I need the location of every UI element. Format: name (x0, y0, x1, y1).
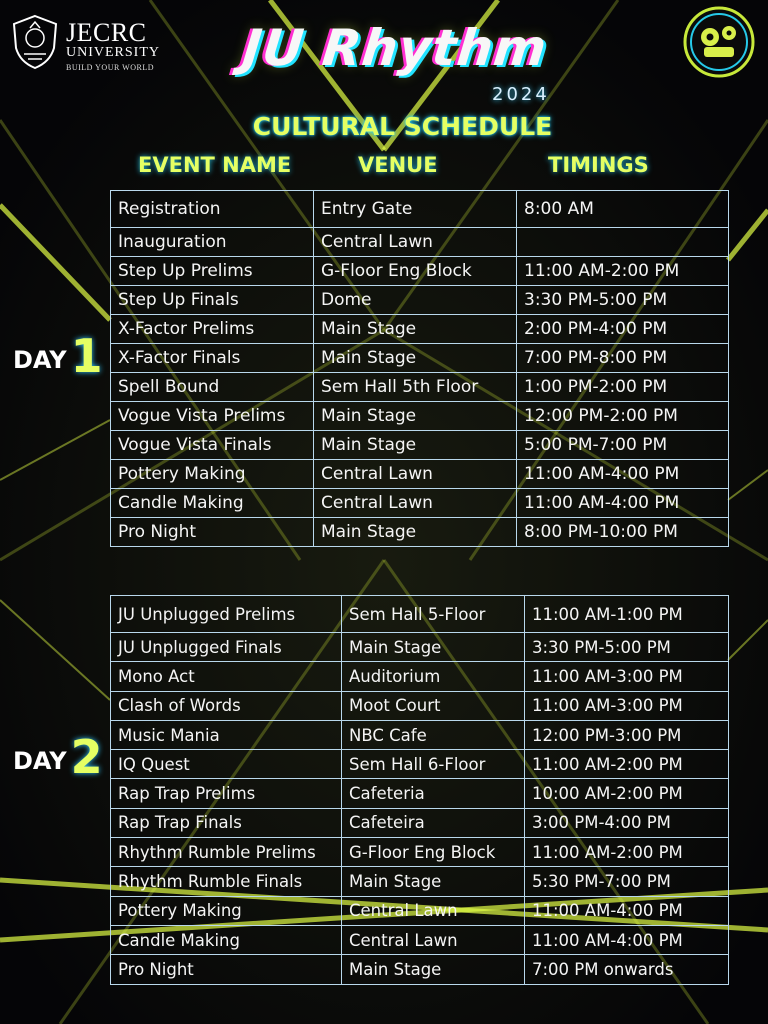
venue-cell: Sem Hall 6-Floor (342, 750, 525, 779)
day1-label (13, 329, 103, 383)
venue-cell: Main Stage (314, 518, 517, 547)
timing-cell: 12:00 PM-2:00 PM (517, 402, 729, 431)
shield-crest-icon (10, 14, 60, 70)
schedule-title: CULTURAL SCHEDULE (252, 112, 553, 141)
event-name-cell: Pro Night (111, 955, 342, 984)
venue-cell: Main Stage (314, 431, 517, 460)
schedule-row (111, 596, 729, 633)
venue-cell: Central Lawn (342, 896, 525, 925)
timing-cell: 8:00 AM (517, 191, 729, 228)
university-tagline: BUILD YOUR WORLD (66, 63, 154, 72)
day1-number: 1 (70, 329, 103, 383)
schedule-row (111, 315, 729, 344)
day2-number: 2 (70, 730, 103, 784)
timing-cell: 11:00 AM-4:00 PM (517, 460, 729, 489)
schedule-row (111, 228, 729, 257)
timing-cell: 1:00 PM-2:00 PM (517, 373, 729, 402)
timing-cell: 5:00 PM-7:00 PM (517, 431, 729, 460)
schedule-row (111, 925, 729, 954)
event-year: 2024 (492, 84, 550, 105)
schedule-row (111, 257, 729, 286)
event-name-cell: Step Up Finals (111, 286, 314, 315)
event-name-cell: Clash of Words (111, 691, 342, 720)
event-name-cell: Candle Making (111, 489, 314, 518)
venue-cell: Sem Hall 5-Floor (342, 596, 525, 633)
event-name-cell: Vogue Vista Finals (111, 431, 314, 460)
event-name-cell: Rhythm Rumble Finals (111, 867, 342, 896)
timing-cell: 3:30 PM-5:00 PM (525, 633, 729, 662)
timing-cell: 11:00 AM-2:00 PM (525, 838, 729, 867)
event-name-cell: Pro Night (111, 518, 314, 547)
timing-cell: 11:00 AM-1:00 PM (525, 596, 729, 633)
venue-cell: Main Stage (342, 633, 525, 662)
event-title: JU Rhythm (239, 19, 551, 77)
venue-cell: Moot Court (342, 691, 525, 720)
venue-cell: Main Stage (314, 402, 517, 431)
schedule-row (111, 838, 729, 867)
schedule-row (111, 955, 729, 984)
schedule-row (111, 431, 729, 460)
event-name-cell: X-Factor Finals (111, 344, 314, 373)
event-name-cell: Rap Trap Finals (111, 808, 342, 837)
venue-cell: Entry Gate (314, 191, 517, 228)
day1-schedule-table (110, 190, 729, 547)
column-header-event: EVENT NAME (138, 153, 292, 177)
university-logo (10, 14, 170, 74)
event-name-cell: X-Factor Prelims (111, 315, 314, 344)
day1-word: DAY (13, 346, 67, 374)
event-name-cell: Inauguration (111, 228, 314, 257)
schedule-row (111, 662, 729, 691)
venue-cell: Main Stage (314, 315, 517, 344)
timing-cell: 10:00 AM-2:00 PM (525, 779, 729, 808)
event-name-cell: Pottery Making (111, 460, 314, 489)
timing-cell: 11:00 AM-4:00 PM (525, 925, 729, 954)
event-name-cell: Spell Bound (111, 373, 314, 402)
timing-cell: 5:30 PM-7:00 PM (525, 867, 729, 896)
venue-cell: Central Lawn (314, 489, 517, 518)
day2-word: DAY (13, 747, 67, 775)
venue-cell: Dome (314, 286, 517, 315)
event-name-cell: Music Mania (111, 720, 342, 749)
timing-cell: 11:00 AM-3:00 PM (525, 662, 729, 691)
schedule-row (111, 720, 729, 749)
schedule-row (111, 460, 729, 489)
event-name-cell: JU Unplugged Prelims (111, 596, 342, 633)
day2-label (13, 730, 103, 784)
schedule-row (111, 867, 729, 896)
timing-cell: 8:00 PM-10:00 PM (517, 518, 729, 547)
schedule-row (111, 344, 729, 373)
gears-emblem-icon (682, 5, 756, 79)
schedule-row (111, 896, 729, 925)
timing-cell: 12:00 PM-3:00 PM (525, 720, 729, 749)
column-header-timings: TIMINGS (548, 153, 649, 177)
event-name-cell: IQ Quest (111, 750, 342, 779)
timing-cell (517, 228, 729, 257)
schedule-row (111, 286, 729, 315)
venue-cell: Cafeteria (342, 779, 525, 808)
event-name-cell: Vogue Vista Prelims (111, 402, 314, 431)
schedule-row (111, 518, 729, 547)
event-name-cell: Mono Act (111, 662, 342, 691)
event-name-cell: Registration (111, 191, 314, 228)
venue-cell: G-Floor Eng Block (342, 838, 525, 867)
venue-cell: Main Stage (342, 955, 525, 984)
schedule-row (111, 633, 729, 662)
event-name-cell: Step Up Prelims (111, 257, 314, 286)
timing-cell: 7:00 PM onwards (525, 955, 729, 984)
schedule-row (111, 750, 729, 779)
venue-cell: NBC Cafe (342, 720, 525, 749)
venue-cell: Main Stage (342, 867, 525, 896)
venue-cell: Central Lawn (342, 925, 525, 954)
timing-cell: 11:00 AM-3:00 PM (525, 691, 729, 720)
schedule-row (111, 191, 729, 228)
schedule-row (111, 373, 729, 402)
timing-cell: 3:00 PM-4:00 PM (525, 808, 729, 837)
venue-cell: Cafeteira (342, 808, 525, 837)
venue-cell: Main Stage (314, 344, 517, 373)
timing-cell: 11:00 AM-2:00 PM (525, 750, 729, 779)
timing-cell: 2:00 PM-4:00 PM (517, 315, 729, 344)
event-name-cell: JU Unplugged Finals (111, 633, 342, 662)
timing-cell: 3:30 PM-5:00 PM (517, 286, 729, 315)
timing-cell: 11:00 AM-2:00 PM (517, 257, 729, 286)
timing-cell: 7:00 PM-8:00 PM (517, 344, 729, 373)
event-name-cell: Rhythm Rumble Prelims (111, 838, 342, 867)
venue-cell: G-Floor Eng Block (314, 257, 517, 286)
event-name-cell: Candle Making (111, 925, 342, 954)
venue-cell: Sem Hall 5th Floor (314, 373, 517, 402)
venue-cell: Central Lawn (314, 460, 517, 489)
venue-cell: Central Lawn (314, 228, 517, 257)
event-name-cell: Rap Trap Prelims (111, 779, 342, 808)
timing-cell: 11:00 AM-4:00 PM (525, 896, 729, 925)
day2-schedule-table (110, 595, 729, 985)
schedule-row (111, 779, 729, 808)
timing-cell: 11:00 AM-4:00 PM (517, 489, 729, 518)
schedule-row (111, 691, 729, 720)
column-header-venue: VENUE (358, 153, 438, 177)
venue-cell: Auditorium (342, 662, 525, 691)
schedule-row (111, 489, 729, 518)
event-name-cell: Pottery Making (111, 896, 342, 925)
schedule-row (111, 808, 729, 837)
university-sub: UNIVERSITY (66, 45, 160, 60)
schedule-row (111, 402, 729, 431)
university-name: JECRC (66, 18, 147, 47)
